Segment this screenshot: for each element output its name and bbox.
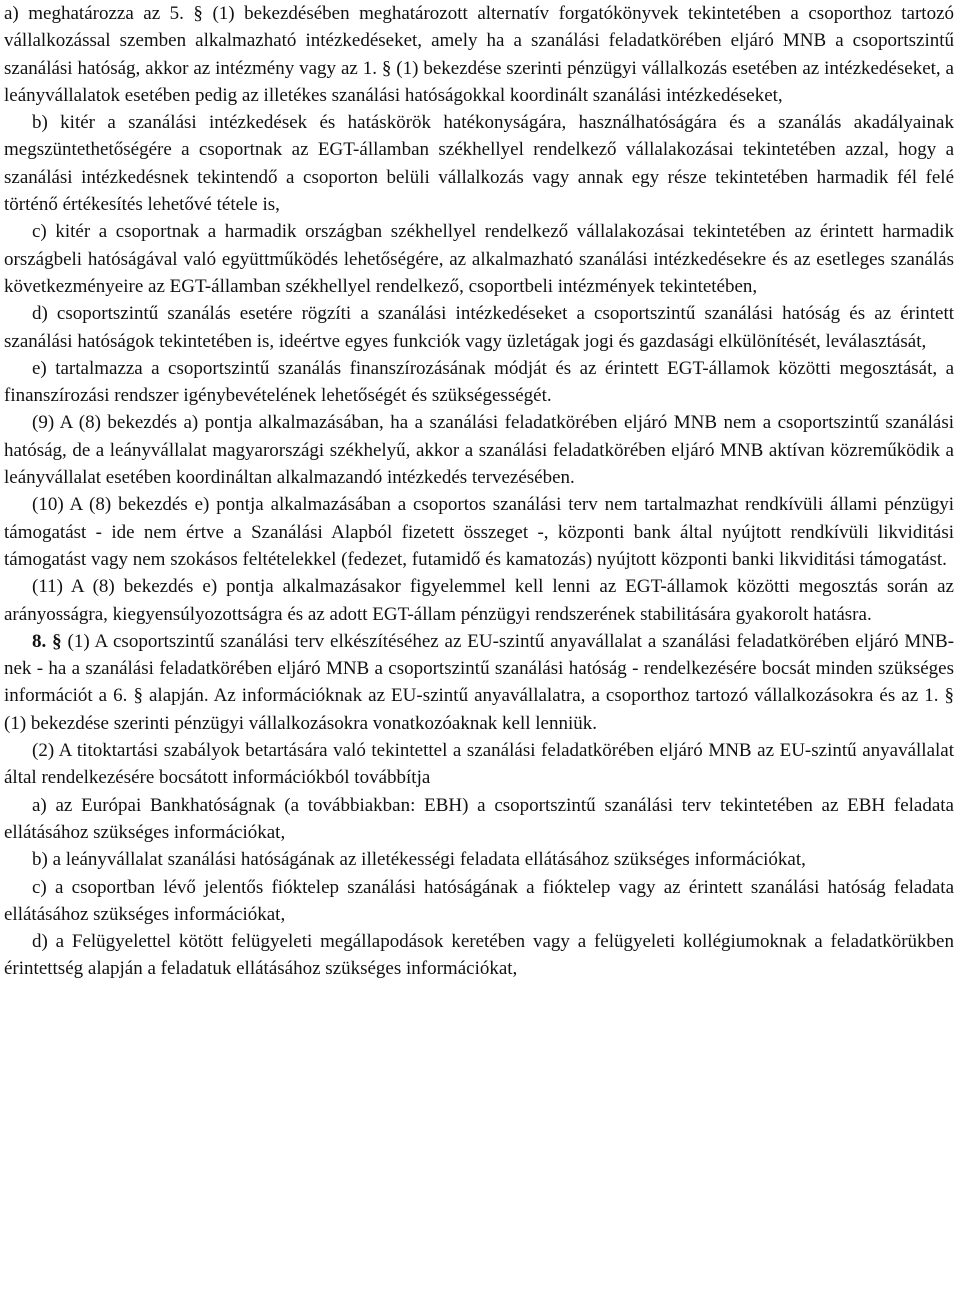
paragraph-9: (9) A (8) bekezdés a) pontja alkalmazásában, ha a szanálási feladatkörében eljáró MNB nem a csoportszintű szanálási hatóság, de a leányvállalat magyarországi székhelyű, akkor a szanálási feladatkörében eljáró MNB aktívan közreműködik a leányvállalat esetében koordináltan alkalmazandó intézkedés tervezésében. xyxy=(4,412,954,489)
section-8-paragraph-1-text: (1) A csoportszintű szanálási terv elkészítéséhez az EU-szintű anyavállalat a szanálási feladatkörében eljáró MNB-nek - ha a szanálási feladatkörében eljáró MNB a csoportszintű szanálási hatóság - rendelkezésére bocsát minden szükséges információt a 6. § alapján. Az információknak az EU-szintű anyavállalatra, a csoporthoz tartozó vállalkozásokra és az 1. § (1) bekezdése szerinti pénzügyi vállalkozásokra vonatkozóaknak kell lenniük. xyxy=(4,630,955,734)
section-8-2b: b) a leányvállalat szanálási hatóságának az illetékességi feladata ellátásához szükséges információkat, xyxy=(32,849,806,871)
paragraph-11: (11) A (8) bekezdés e) pontja alkalmazásakor figyelemmel kell lenni az EGT-államok közötti megosztás során az arányosságra, kiegyensúlyozottságra és az adott EGT-állam pénzügyi rendszerének stabilitására gyakorolt hatásra. xyxy=(4,576,954,625)
section-8-2d: d) a Felügyelettel kötött felügyeleti megállapodások keretében vagy a felügyeleti kollégiumoknak a feladatkörükben érintettség alapján a feladatuk ellátásához szükséges információkat, xyxy=(4,931,954,980)
section-8-2a: a) az Európai Bankhatóságnak (a továbbiakban: EBH) a csoportszintű szanálási terv tekintetében az EBH feladata ellátásához szükséges információkat, xyxy=(4,794,954,843)
paragraph-10: (10) A (8) bekezdés e) pontja alkalmazásában a csoportos szanálási terv nem tartalmazhat rendkívüli állami pénzügyi támogatást - ide nem értve a Szanálási Alapból fizetett összeget -, központi bank által nyújtott rendkívüli likviditási támogatást vagy nem szokásos feltételekkel (fedezet, futamidő és kamatozás) nyújtott központi banki likviditási támogatást. xyxy=(4,494,954,570)
section-8-2c: c) a csoportban lévő jelentős fióktelep szanálási hatóságának a fióktelep vagy az érintett szanálási hatóság feladata ellátásához szükséges információkat, xyxy=(4,876,954,925)
paragraph-8d: d) csoportszintű szanálás esetére rögzíti a szanálási intézkedéseket a csoportszintű szanálási hatóság és az érintett szanálási hatóságok tekintetében is, ideértve egyes funkciók vagy üzletágak jogi és gazdasági elkülönítését, leválasztását, xyxy=(4,303,954,352)
paragraph-8a: a) meghatározza az 5. § (1) bekezdésében meghatározott alternatív forgatókönyvek tekintetében a csoporthoz tartozó vállalkozással szemben alkalmazható intézkedéseket, amely ha a szanálási feladatkörében eljáró MNB a csoportszintű szanálási hatóság, akkor az intézmény vagy az 1. § (1) bekezdése szerinti pénzügyi vállalkozás esetében az intézkedéseket, a leányvállalatok esetében pedig az illetékes szanálási hatóságokkal koordinált szanálási intézkedéseket, xyxy=(4,3,954,106)
paragraph-8c: c) kitér a csoportnak a harmadik országban székhellyel rendelkező vállalakozásai tekintetében az érintett harmadik országbeli hatóságával való együttműködés lehetőségére, az alkalmazható szanálási intézkedésekre és az esetleges szanálás következményeire az EGT-államban székhellyel rendelkező, csoportbeli intézmények tekintetében, xyxy=(4,221,954,297)
section-8-paragraph-2: (2) A titoktartási szabályok betartására való tekintettel a szanálási feladatkörében eljáró MNB az EU-szintű anyavállalat által rendelkezésére bocsátott információkból továbbítja xyxy=(4,740,954,789)
section-8-number: 8. § xyxy=(32,630,62,652)
paragraph-8e: e) tartalmazza a csoportszintű szanálás finanszírozásának módját és az érintett EGT-államok közötti megosztását, a finanszírozási rendszer igénybevételének lehetőségét és szükségességét. xyxy=(4,357,954,407)
paragraph-8b: b) kitér a szanálási intézkedések és hatáskörök hatékonyságára, használhatóságára és a szanálás akadályainak megszüntethetőségére a csoportnak az EGT-államban székhellyel rendelkező vállalakozásai tekintetében azzal, hogy a szanálási intézkedésnek tekintendő a csoporton belüli vállalkozás vagy annak egy része tekintetében harmadik fél felé történő értékesítés lehetővé tétele is, xyxy=(4,112,954,216)
section-8-paragraph-1 xyxy=(4,628,954,737)
